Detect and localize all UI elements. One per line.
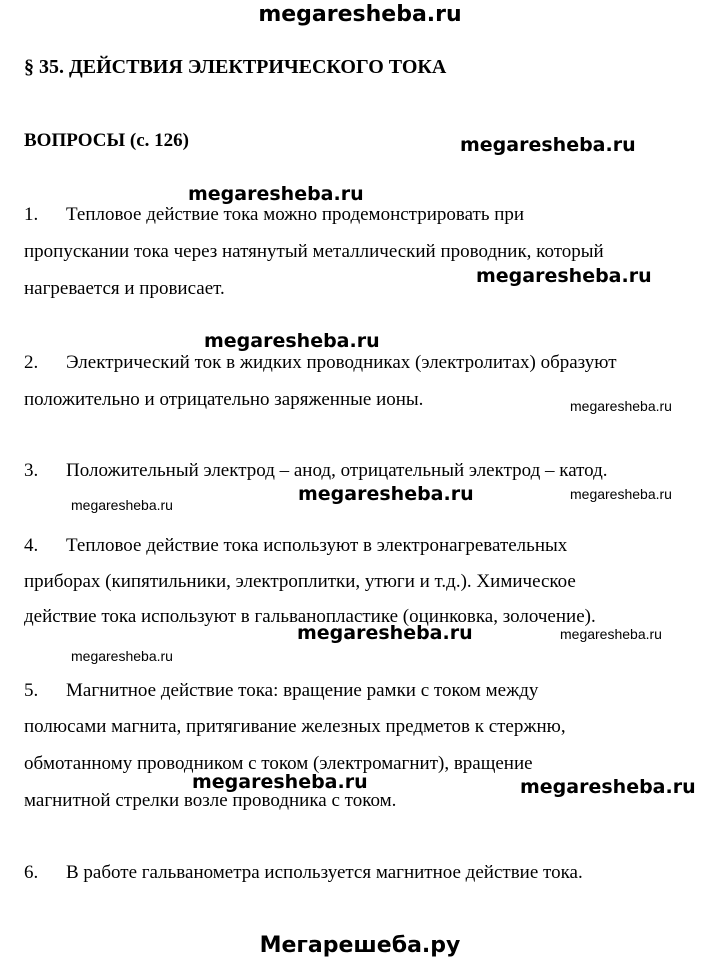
answer-text: Положительный электрод – анод, отрицательный электрод – катод. (66, 460, 608, 481)
answer-number: 2. (24, 352, 39, 373)
header-site: megaresheba.ru (258, 2, 462, 27)
watermark: megaresheba.ru (476, 265, 652, 287)
answer-4-line-2: приборах (кипятильники, электроплитки, утюги и т.д.). Химическое (24, 571, 576, 592)
watermark: megaresheba.ru (570, 486, 672, 502)
watermark: megaresheba.ru (570, 398, 672, 414)
answer-5-line-2: полюсами магнита, притягивание железных предметов к стержню, (24, 716, 566, 737)
watermark: megaresheba.ru (192, 771, 368, 793)
watermark: megaresheba.ru (204, 330, 380, 352)
watermark: megaresheba.ru (460, 134, 636, 156)
answer-6-line-1 (24, 862, 583, 884)
answer-text: В работе гальванометра используется магнитное действие тока. (66, 862, 583, 883)
answer-5-line-3: обмотанному проводником с током (электромагнит), вращение (24, 753, 533, 774)
watermark: megaresheba.ru (297, 622, 473, 644)
watermark: megaresheba.ru (71, 497, 173, 513)
answer-2-line-2: положительно и отрицательно заряженные ионы. (24, 389, 424, 410)
answer-3-line-1 (24, 460, 608, 482)
answer-5-line-1 (24, 680, 538, 702)
answer-2-line-1 (24, 352, 617, 374)
watermark: megaresheba.ru (188, 183, 364, 205)
answer-text: Электрический ток в жидких проводниках (электролитах) образуют (66, 352, 617, 373)
answer-1-line-3: нагревается и провисает. (24, 278, 225, 299)
answer-text: Магнитное действие тока: вращение рамки с током между (66, 680, 539, 701)
watermark: megaresheba.ru (298, 483, 474, 505)
answer-number: 5. (24, 680, 39, 701)
answer-number: 4. (24, 535, 39, 556)
answer-text: Тепловое действие тока используют в электронагревательных (66, 535, 568, 556)
answer-4-line-1 (24, 535, 567, 557)
answer-number: 6. (24, 862, 39, 883)
answer-text: Тепловое действие тока можно продемонстрировать при (66, 204, 525, 225)
watermark: megaresheba.ru (71, 648, 173, 664)
answer-1-line-1 (24, 204, 524, 226)
answer-1-line-2: пропускании тока через натянутый металлический проводник, который (24, 241, 604, 262)
watermark: megaresheba.ru (520, 776, 696, 798)
section-title: § 35. ДЕЙСТВИЯ ЭЛЕКТРИЧЕСКОГО ТОКА (24, 56, 447, 78)
answer-4-line-3: действие тока используют в гальванопластике (оцинковка, золочение). (24, 606, 596, 627)
answer-5-line-4: магнитной стрелки возле проводника с током. (24, 790, 397, 811)
answer-number: 1. (24, 204, 39, 225)
watermark: megaresheba.ru (560, 626, 662, 642)
footer-site: Мегарешеба.ру (259, 933, 461, 958)
answer-number: 3. (24, 460, 39, 481)
questions-heading: ВОПРОСЫ (с. 126) (24, 130, 189, 151)
